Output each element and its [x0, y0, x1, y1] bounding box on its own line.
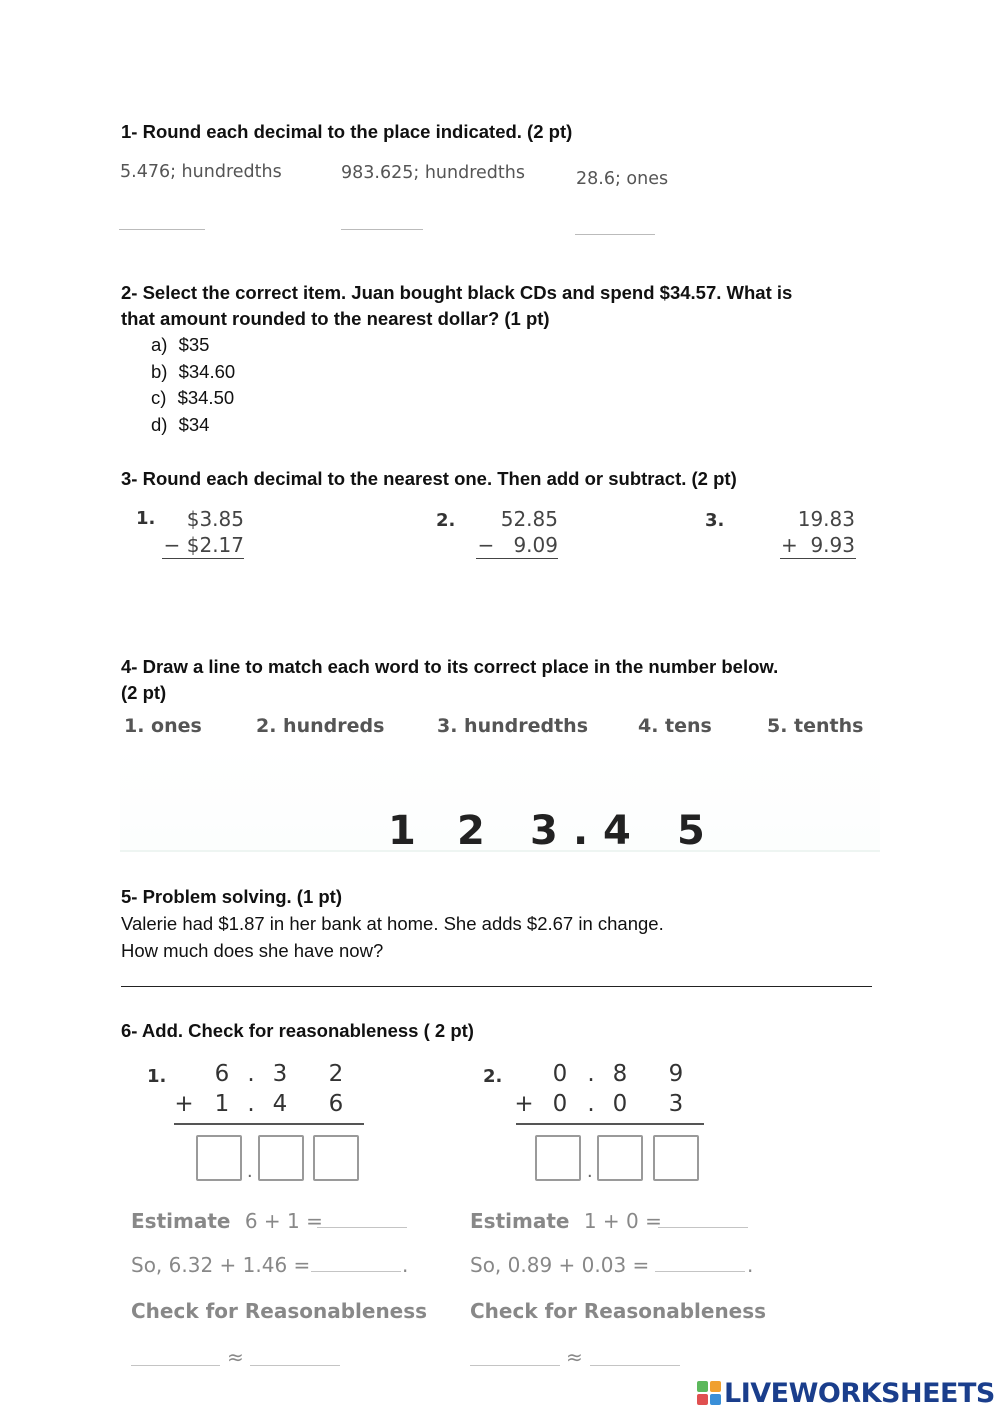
q2-option-c[interactable]	[151, 387, 234, 409]
q3-problem-1-top: $3.85	[186, 507, 244, 531]
q6-p2-bottom-tenths: 0	[612, 1091, 628, 1117]
q6-p2-top-hundredths: 9	[668, 1061, 684, 1087]
q1-answer-blank-1[interactable]	[119, 229, 205, 230]
q3-problem-2-top: 52.85	[500, 507, 558, 531]
q3-problem-3-top: 19.83	[797, 507, 855, 531]
q1-item-3: 28.6; ones	[576, 169, 669, 189]
q6-p1-answer-box-ones[interactable]	[196, 1135, 242, 1181]
q6-p1-top-hundredths: 2	[328, 1061, 344, 1087]
q3-problem-2-rule	[476, 558, 558, 559]
q5-text-line-1: Valerie had $1.87 in her bank at home. She adds $2.67 in change.	[121, 913, 664, 934]
q4-digit-hundredths[interactable]: 5	[677, 808, 705, 854]
q3-problem-1-answer[interactable]	[162, 590, 244, 591]
q6-p2-answer-point: .	[587, 1160, 593, 1182]
q6-problem-1-number: 1.	[147, 1066, 167, 1087]
q4-decimal-point: .	[573, 808, 589, 854]
q6-p1-bottom-ones: 1	[214, 1091, 230, 1117]
option-text: $34	[178, 414, 210, 435]
logo-icon	[697, 1381, 721, 1405]
q6-p1-sum-blank[interactable]	[311, 1271, 401, 1272]
q6-p1-estimate-blank[interactable]	[317, 1227, 407, 1228]
q6-p1-top-ones: 6	[214, 1061, 230, 1087]
q5-answer-line[interactable]	[121, 986, 872, 987]
q6-p2-check-blank-1[interactable]	[470, 1365, 560, 1366]
q4-title-line-1: 4- Draw a line to match each word to its correct place in the number below.	[121, 656, 779, 677]
q2-option-b[interactable]	[151, 361, 235, 383]
q6-p1-so-text: So, 6.32 + 1.46 =	[131, 1253, 311, 1277]
q4-digit-tens[interactable]: 2	[457, 808, 485, 854]
q6-p2-rule	[516, 1123, 704, 1125]
liveworksheets-logo[interactable]	[697, 1377, 995, 1409]
q6-p2-answer-box-tenths[interactable]	[597, 1135, 643, 1181]
q6-p2-estimate-blank[interactable]	[658, 1227, 748, 1228]
q1-item-2: 983.625; hundredths	[341, 163, 525, 183]
q5-title: 5- Problem solving. (1 pt)	[121, 886, 342, 907]
q2-option-a[interactable]	[151, 334, 209, 356]
estimate-expression: 1 + 0 =	[583, 1209, 662, 1233]
q3-problem-3-number: 3.	[705, 510, 725, 531]
q6-p2-top-ones: 0	[552, 1061, 568, 1087]
q6-p1-top-tenths: 3	[272, 1061, 288, 1087]
q1-answer-blank-3[interactable]	[575, 234, 655, 235]
logo-tile-orange	[710, 1381, 721, 1392]
logo-tile-blue	[710, 1394, 721, 1405]
q3-problem-1-number: 1.	[136, 508, 156, 529]
q6-p2-so-text: So, 0.89 + 0.03 =	[470, 1253, 650, 1277]
q6-p1-check-blank-2[interactable]	[250, 1365, 340, 1366]
logo-tile-green	[697, 1381, 708, 1392]
q2-option-d[interactable]	[151, 414, 209, 436]
q4-word-hundredths[interactable]: 3. hundredths	[437, 715, 589, 737]
q4-word-ones[interactable]: 1. ones	[124, 715, 202, 737]
logo-text: LIVEWORKSHEETS	[724, 1377, 995, 1409]
estimate-label: Estimate	[470, 1209, 570, 1233]
q1-item-1: 5.476; hundredths	[120, 162, 282, 182]
q4-digit-hundreds[interactable]: 1	[388, 808, 416, 854]
q6-p1-bottom-tenths: 4	[272, 1091, 288, 1117]
estimate-label: Estimate	[131, 1209, 231, 1233]
q6-p2-answer-box-ones[interactable]	[535, 1135, 581, 1181]
q6-p2-plus: +	[514, 1091, 534, 1117]
q6-p2-so-period: .	[747, 1253, 754, 1277]
q3-problem-2-bottom: − 9.09	[477, 533, 558, 557]
q3-problem-3-rule	[780, 558, 856, 559]
option-text: $34.60	[178, 361, 236, 382]
q4-word-tens[interactable]: 4. tens	[638, 715, 712, 737]
q6-p2-bottom-hundredths: 3	[668, 1091, 684, 1117]
q3-title: 3- Round each decimal to the nearest one. Then add or subtract. (2 pt)	[121, 468, 737, 489]
q6-p2-check-label: Check for Reasonableness	[470, 1299, 767, 1323]
q6-p1-rule	[174, 1123, 364, 1125]
q4-number-panel	[120, 745, 880, 852]
q3-problem-1-bottom: − $2.17	[163, 533, 244, 557]
q6-p2-sum-blank[interactable]	[655, 1271, 745, 1272]
option-text: $34.50	[177, 387, 235, 408]
q6-p2-top-tenths: 8	[612, 1061, 628, 1087]
q6-p1-estimate	[131, 1209, 323, 1233]
q6-p2-approx: ≈	[566, 1345, 583, 1369]
q6-p1-bottom-point: .	[247, 1091, 255, 1117]
q6-p1-plus: +	[174, 1091, 194, 1117]
q6-p1-check-label: Check for Reasonableness	[131, 1299, 428, 1323]
q5-text-line-2: How much does she have now?	[121, 940, 384, 961]
q6-p2-estimate	[470, 1209, 662, 1233]
q3-problem-2-number: 2.	[436, 510, 456, 531]
q4-digit-tenths[interactable]: 4	[603, 808, 631, 854]
q6-p2-top-point: .	[587, 1061, 595, 1087]
q6-p1-bottom-hundredths: 6	[328, 1091, 344, 1117]
q6-problem-2-number: 2.	[483, 1066, 503, 1087]
q6-p2-bottom-ones: 0	[552, 1091, 568, 1117]
q6-p2-answer-box-hundredths[interactable]	[653, 1135, 699, 1181]
q6-title: 6- Add. Check for reasonableness ( 2 pt)	[121, 1020, 474, 1041]
q6-p1-check-blank-1[interactable]	[131, 1365, 220, 1366]
logo-tile-red	[697, 1394, 708, 1405]
option-letter: d)	[151, 414, 168, 435]
q6-p2-bottom-point: .	[587, 1091, 595, 1117]
q3-problem-3-bottom: + 9.93	[780, 533, 855, 557]
q6-p1-approx: ≈	[227, 1345, 244, 1369]
option-letter: b)	[151, 361, 168, 382]
q6-p1-so-period: .	[402, 1253, 409, 1277]
option-letter: c)	[151, 387, 167, 408]
option-letter: a)	[151, 334, 168, 355]
q6-p1-answer-box-hundredths[interactable]	[313, 1135, 359, 1181]
q6-p2-check-blank-2[interactable]	[590, 1365, 680, 1366]
q4-word-tenths[interactable]: 5. tenths	[767, 715, 864, 737]
q6-p1-answer-point: .	[247, 1160, 253, 1182]
option-text: $35	[178, 334, 210, 355]
estimate-expression: 6 + 1 =	[244, 1209, 323, 1233]
q2-title-line-1: 2- Select the correct item. Juan bought black CDs and spend $34.57. What is	[121, 282, 793, 303]
q4-title-line-2: (2 pt)	[121, 682, 167, 703]
q6-p1-answer-box-tenths[interactable]	[258, 1135, 304, 1181]
q3-problem-1-rule	[162, 558, 244, 559]
q4-digit-ones[interactable]: 3	[530, 808, 558, 854]
q1-title: 1- Round each decimal to the place indicated. (2 pt)	[121, 121, 573, 142]
q4-word-hundreds[interactable]: 2. hundreds	[256, 715, 385, 737]
q2-title-line-2: that amount rounded to the nearest dollar? (1 pt)	[121, 308, 550, 329]
q1-answer-blank-2[interactable]	[341, 229, 423, 230]
q6-p1-top-point: .	[247, 1061, 255, 1087]
